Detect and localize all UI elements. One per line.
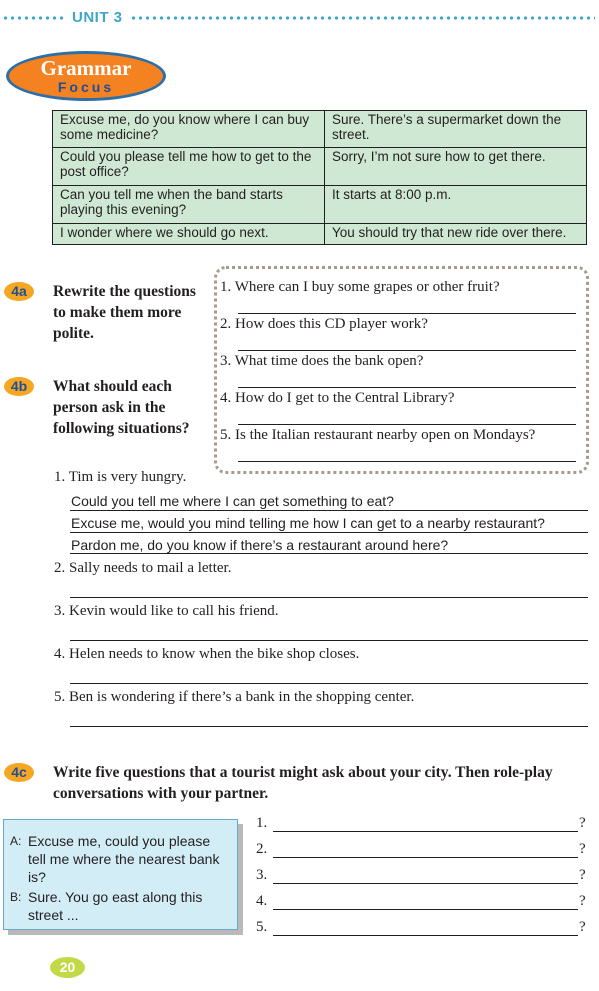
grammar-subtitle: Focus xyxy=(57,79,115,95)
write-line[interactable] xyxy=(238,387,576,388)
answer-number: 1. xyxy=(256,815,268,831)
table-cell: Sure. There’s a supermarket down the street. xyxy=(325,111,587,148)
unit-header xyxy=(0,8,599,28)
situation-item: 3. Kevin would like to call his friend. xyxy=(54,603,279,619)
speaker-text: Excuse me, could you please tell me where the nearest bank is? xyxy=(28,833,220,885)
conversation-box xyxy=(3,819,238,930)
write-line[interactable] xyxy=(273,909,578,910)
question-item: 1. Where can I buy some grapes or other fruit? xyxy=(220,279,500,295)
write-line[interactable] xyxy=(70,597,588,598)
page-number: 20 xyxy=(50,957,85,978)
write-line[interactable] xyxy=(273,831,578,832)
answer-number: 5. xyxy=(256,919,268,935)
situation-item: 2. Sally needs to mail a letter. xyxy=(54,560,232,576)
speaker-label: B: xyxy=(10,890,22,904)
table-cell: Excuse me, do you know where I can buy some medicine? xyxy=(53,111,325,148)
dotted-rule-left xyxy=(2,16,64,20)
example-answer: Excuse me, would you mind telling me how I can get to a nearby restaurant? xyxy=(71,515,545,531)
table-row xyxy=(53,224,587,245)
write-line[interactable] xyxy=(70,553,588,554)
write-line[interactable] xyxy=(238,424,576,425)
write-line[interactable] xyxy=(238,461,576,462)
speaker-label: A: xyxy=(10,834,22,848)
example-answer: Pardon me, do you know if there’s a restaurant around here? xyxy=(71,537,449,553)
step-4c-badge: 4c xyxy=(4,763,34,782)
write-line[interactable] xyxy=(273,857,578,858)
grammar-title: Grammar xyxy=(40,56,132,80)
question-item: 3. What time does the bank open? xyxy=(220,353,424,369)
question-item: 4. How do I get to the Central Library? xyxy=(220,390,455,406)
question-mark: ? xyxy=(579,815,586,831)
table-cell: It starts at 8:00 p.m. xyxy=(325,186,587,224)
table-cell: You should try that new ride over there. xyxy=(325,224,587,245)
table-cell: Could you please tell me how to get to the post office? xyxy=(53,148,325,186)
situation-item: 5. Ben is wondering if there’s a bank in the shopping center. xyxy=(54,689,415,705)
instruction-4c: Write five questions that a tourist might ask about your city. Then role-play conversations with your partner. xyxy=(53,764,553,802)
instruction-4b: What should each person ask in the following situations? xyxy=(53,378,190,437)
table-row xyxy=(53,186,587,224)
instruction-4a: Rewrite the questions to make them more polite. xyxy=(53,283,196,342)
table-row xyxy=(53,148,587,186)
step-4b-badge: 4b xyxy=(4,377,34,396)
unit-title: UNIT 3 xyxy=(72,9,123,26)
write-line[interactable] xyxy=(273,935,578,936)
question-mark: ? xyxy=(579,919,586,935)
situation-item: 1. Tim is very hungry. xyxy=(54,469,187,485)
speaker-text: Sure. You go east along this street ... xyxy=(28,889,203,923)
question-mark: ? xyxy=(579,893,586,909)
step-4a-badge: 4a xyxy=(4,282,34,301)
question-item: 2. How does this CD player work? xyxy=(220,316,428,332)
question-mark: ? xyxy=(579,841,586,857)
write-line[interactable] xyxy=(70,510,588,511)
question-mark: ? xyxy=(579,867,586,883)
write-line[interactable] xyxy=(238,313,576,314)
write-line[interactable] xyxy=(70,640,588,641)
write-line[interactable] xyxy=(273,883,578,884)
situation-item: 4. Helen needs to know when the bike shop closes. xyxy=(54,646,360,662)
table-cell: Sorry, I’m not sure how to get there. xyxy=(325,148,587,186)
write-line[interactable] xyxy=(238,350,576,351)
answer-number: 2. xyxy=(256,841,268,857)
write-line[interactable] xyxy=(70,532,588,533)
grammar-table xyxy=(52,110,587,245)
dotted-rule-right xyxy=(130,16,595,20)
table-row xyxy=(53,111,587,148)
write-line[interactable] xyxy=(70,683,588,684)
table-cell: I wonder where we should go next. xyxy=(53,224,325,245)
example-answer: Could you tell me where I can get something to eat? xyxy=(71,493,394,509)
answer-number: 3. xyxy=(256,867,268,883)
table-cell: Can you tell me when the band starts playing this evening? xyxy=(53,186,325,224)
question-item: 5. Is the Italian restaurant nearby open on Mondays? xyxy=(220,427,536,443)
answer-number: 4. xyxy=(256,893,268,909)
grammar-focus-badge xyxy=(6,51,166,101)
write-line[interactable] xyxy=(70,726,588,727)
